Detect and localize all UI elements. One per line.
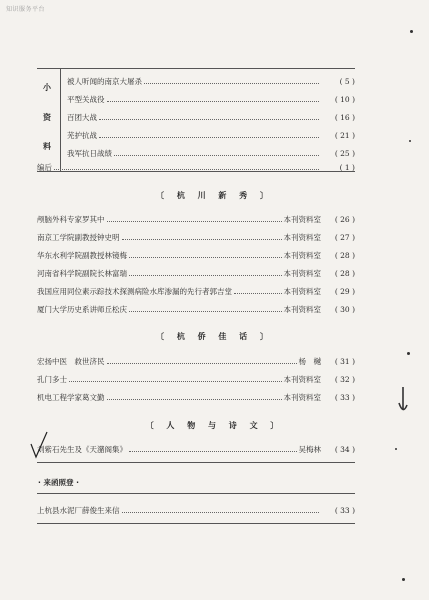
toc-entry[interactable] <box>37 211 355 224</box>
entry-title: 平型关战役 <box>67 95 105 104</box>
section-heading: 〔 人 物 与 诗 文 〕 <box>145 421 284 430</box>
scan-speck <box>402 578 405 581</box>
entry-page: ( 21 ) <box>334 131 355 140</box>
leader-dots <box>69 380 282 382</box>
leader-dots <box>107 362 297 364</box>
toc-entry[interactable] <box>67 73 355 86</box>
entry-page: ( 5 ) <box>339 77 355 86</box>
entry-source: 本刊资料室 <box>283 375 321 384</box>
leader-dots <box>122 511 320 513</box>
separator-line <box>37 493 355 494</box>
entry-page: ( 26 ) <box>334 215 355 224</box>
entry-title: 我军抗日战绩 <box>67 149 112 158</box>
toc-entry[interactable] <box>37 283 355 296</box>
entry-source: 本刊资料室 <box>283 233 321 242</box>
entry-page: ( 33 ) <box>334 506 355 515</box>
entry-page: ( 28 ) <box>334 251 355 260</box>
entry-source: 本刊资料室 <box>283 305 321 314</box>
entry-page: ( 27 ) <box>334 233 355 242</box>
margin-ink-mark <box>396 385 410 415</box>
entry-title: 河南省科学院副院长林富瑞 <box>37 269 127 278</box>
entry-title: 我国应用同位素示踪技术探测病险水库渗漏的先行者郭吉堂 <box>37 287 232 296</box>
toc-entry[interactable] <box>37 353 355 366</box>
toc-entry[interactable] <box>67 145 355 158</box>
entry-source: 本刊资料室 <box>283 215 321 224</box>
entry-page: ( 29 ) <box>334 287 355 296</box>
entry-page: ( 25 ) <box>334 149 355 158</box>
toc-entry[interactable] <box>37 265 355 278</box>
separator-line <box>37 462 355 463</box>
entry-title: 南京工学院副教授钟史明 <box>37 233 120 242</box>
separator-line <box>37 523 355 524</box>
scan-speck <box>407 352 410 355</box>
entry-source: 本刊资料室 <box>283 269 321 278</box>
entry-page: ( 30 ) <box>334 305 355 314</box>
entry-title: 上杭县水泥厂薛俊生来信 <box>37 506 120 515</box>
side-label-char: 料 <box>43 142 51 151</box>
entry-title: 机电工程学家葛文勤 <box>37 393 105 402</box>
toc-entry[interactable] <box>37 371 355 384</box>
toc-entry[interactable] <box>37 389 355 402</box>
entry-title: 华东水利学院副教授林镜梅 <box>37 251 127 260</box>
toc-entry[interactable] <box>37 247 355 260</box>
scan-speck <box>395 448 397 450</box>
leader-dots <box>129 310 282 312</box>
entry-title: 百团大战 <box>67 113 97 122</box>
leader-dots <box>129 274 282 276</box>
leader-dots <box>107 100 320 102</box>
entry-title: 孔门多士 <box>37 375 67 384</box>
entry-title: 颅脑外科专家罗其中 <box>37 215 105 224</box>
entry-page: ( 16 ) <box>334 113 355 122</box>
scan-speck <box>409 140 411 142</box>
letters-heading: · 来函照登 · <box>38 478 79 487</box>
leader-dots <box>129 256 282 258</box>
leader-dots <box>99 136 319 138</box>
toc-entry[interactable] <box>37 229 355 242</box>
leader-dots <box>107 398 282 400</box>
section-heading: 〔 杭 侨 佳 话 〕 <box>156 332 273 341</box>
entry-page: ( 10 ) <box>334 95 355 104</box>
entry-page: ( 1 ) <box>339 163 355 172</box>
toc-entry[interactable] <box>37 441 355 454</box>
toc-entry[interactable] <box>37 502 355 515</box>
side-label-char: 资 <box>43 113 51 122</box>
watermark: 知识服务平台 <box>6 6 46 13</box>
section-heading: 〔 杭 川 新 秀 〕 <box>156 191 273 200</box>
leader-dots <box>144 82 319 84</box>
supplementary-materials-box <box>37 68 355 172</box>
toc-entry[interactable] <box>67 91 355 104</box>
leader-dots <box>114 154 319 156</box>
entry-page: ( 32 ) <box>334 375 355 384</box>
entry-source: 本刊资料室 <box>283 393 321 402</box>
side-label-char: 小 <box>43 83 51 92</box>
entry-title: 厦门大学历史系讲师丘松庆 <box>37 305 127 314</box>
box-divider <box>60 69 61 171</box>
entry-source: 本刊资料室 <box>283 251 321 260</box>
toc-entry-editor-note[interactable] <box>37 159 355 172</box>
scan-speck <box>410 30 413 33</box>
entry-page: ( 33 ) <box>334 393 355 402</box>
entry-source: 杨 樾 <box>298 357 321 366</box>
entry-page: ( 31 ) <box>334 357 355 366</box>
leader-dots <box>99 118 319 120</box>
toc-entry[interactable] <box>37 301 355 314</box>
entry-page: ( 28 ) <box>334 269 355 278</box>
entry-title: 宏扬中医 救世济民 <box>37 357 105 366</box>
entry-source: 本刊资料室 <box>283 287 321 296</box>
leader-dots <box>129 450 297 452</box>
toc-entry[interactable] <box>67 127 355 140</box>
entry-source: 吴梅林 <box>298 445 321 454</box>
leader-dots <box>234 292 282 294</box>
entry-page: ( 34 ) <box>334 445 355 454</box>
toc-entry[interactable] <box>67 109 355 122</box>
entry-title: 刘紫石先生及《天潴阁集》 <box>37 445 127 454</box>
leader-dots <box>54 168 319 170</box>
entry-title: 芜护抗战 <box>67 131 97 140</box>
leader-dots <box>122 238 282 240</box>
leader-dots <box>107 220 282 222</box>
entry-title: 被人听闻的南京大屠杀 <box>67 77 142 86</box>
entry-title: 编后 <box>37 163 52 172</box>
